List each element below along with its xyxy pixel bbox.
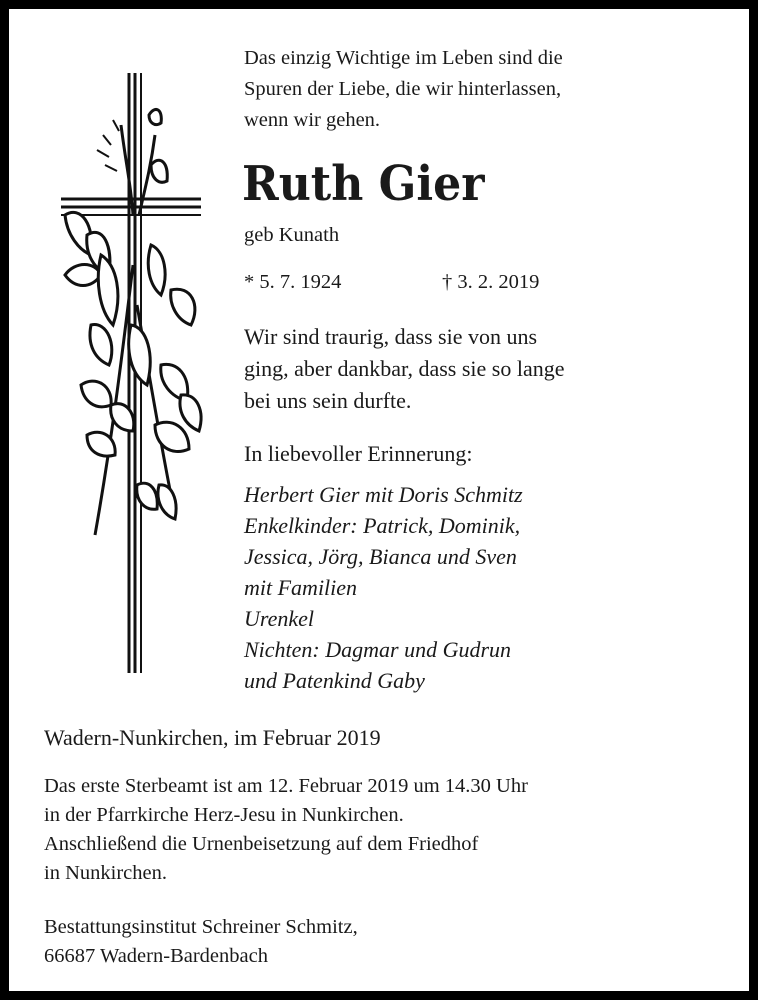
quote-line-1: Das einzig Wichtige im Leben sind die (244, 47, 563, 69)
service-line-4: in Nunkirchen. (44, 862, 167, 884)
death-date: † 3. 2. 2019 (442, 271, 540, 293)
quote-line-2: Spuren der Liebe, die wir hinterlassen, (244, 78, 562, 100)
mourner-line: Urenkel (244, 606, 315, 631)
service-line-3: Anschließend die Urnenbeisetzung auf dem Friedhof (44, 833, 479, 855)
mourner-line: und Patenkind Gaby (244, 668, 425, 693)
sentiment-line-1: Wir sind traurig, dass sie von uns (244, 324, 538, 349)
cross-with-roses-icon (51, 65, 211, 675)
mourner-line: Enkelkinder: Patrick, Dominik, (244, 513, 521, 538)
mourner-line: Herbert Gier mit Doris Schmitz (244, 482, 523, 507)
service-line-1: Das erste Sterbeamt ist am 12. Februar 2019 um 14.30 Uhr (44, 775, 528, 797)
place-date: Wadern-Nunkirchen, im Februar 2019 (44, 725, 381, 750)
sentiment-line-2: ging, aber dankbar, dass sie so lange (244, 356, 565, 381)
mourner-line: Jessica, Jörg, Bianca und Sven (244, 544, 517, 569)
mourner-line: Nichten: Dagmar und Gudrun (244, 637, 512, 662)
undertaker-name: Bestattungsinstitut Schreiner Schmitz, (44, 916, 358, 938)
obituary-notice (9, 9, 749, 991)
undertaker-address: 66687 Wadern-Bardenbach (44, 945, 268, 967)
remembrance-heading: In liebevoller Erinnerung: (244, 441, 473, 466)
mourner-line: mit Familien (244, 575, 358, 600)
sentiment-line-3: bei uns sein durfte. (244, 388, 412, 413)
birth-date: * 5. 7. 1924 (244, 271, 342, 293)
deceased-name: Ruth Gier (242, 156, 485, 212)
quote-line-3: wenn wir gehen. (244, 109, 381, 131)
maiden-name: geb Kunath (244, 224, 340, 246)
service-line-2: in der Pfarrkirche Herz-Jesu in Nunkirchen. (44, 804, 404, 826)
